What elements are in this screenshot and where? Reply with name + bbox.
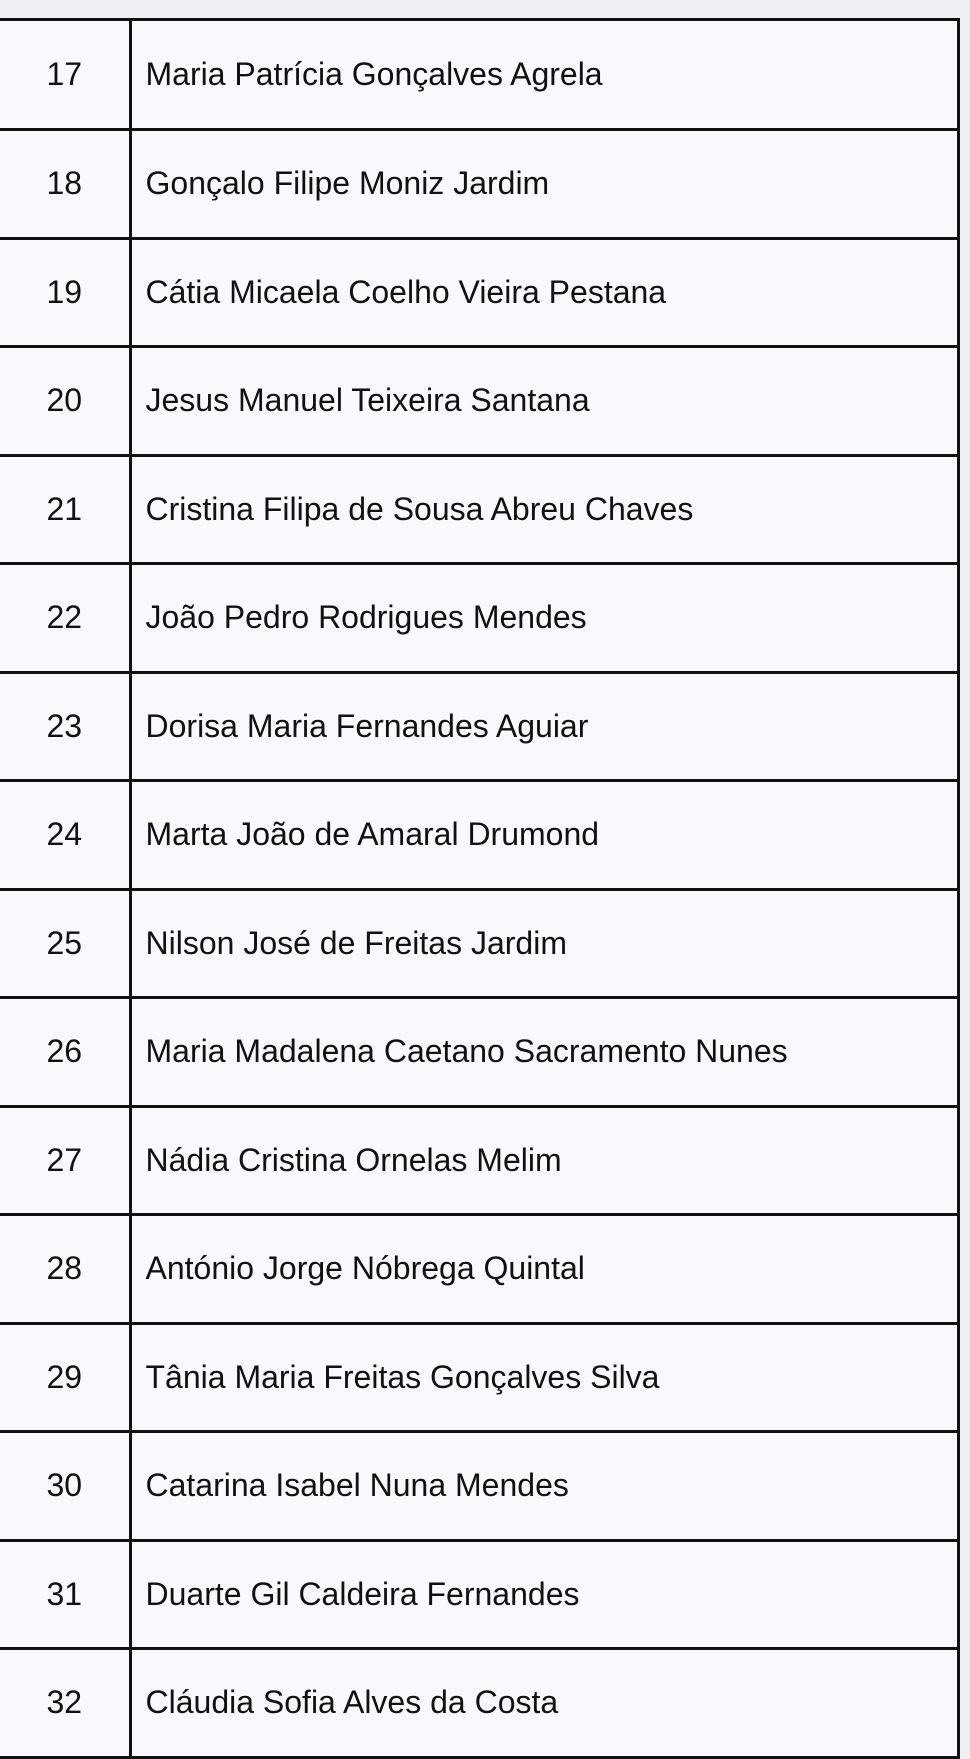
- row-name: Maria Madalena Caetano Sacramento Nunes: [130, 998, 957, 1107]
- row-number: 26: [0, 998, 130, 1107]
- row-number: 30: [0, 1432, 130, 1541]
- table-row: [0, 455, 957, 564]
- row-number: 19: [0, 238, 130, 347]
- table-row: [0, 781, 957, 890]
- row-name: Dorisa Maria Fernandes Aguiar: [130, 672, 957, 781]
- row-name: Maria Patrícia Gonçalves Agrela: [130, 21, 957, 130]
- table-row: [0, 998, 957, 1107]
- table-row: [0, 889, 957, 998]
- page-right-background: [960, 18, 970, 1748]
- row-number: 29: [0, 1323, 130, 1432]
- row-number: 21: [0, 455, 130, 564]
- row-number: 23: [0, 672, 130, 781]
- row-number: 20: [0, 347, 130, 456]
- row-number: 32: [0, 1649, 130, 1758]
- table-row: [0, 1540, 957, 1649]
- row-name: Tânia Maria Freitas Gonçalves Silva: [130, 1323, 957, 1432]
- table-row: [0, 130, 957, 239]
- table-row: [0, 21, 957, 130]
- row-name: Catarina Isabel Nuna Mendes: [130, 1432, 957, 1541]
- row-name: Nilson José de Freitas Jardim: [130, 889, 957, 998]
- row-name: Jesus Manuel Teixeira Santana: [130, 347, 957, 456]
- table-row: [0, 347, 957, 456]
- row-number: 28: [0, 1215, 130, 1324]
- page-top-background: [0, 0, 970, 18]
- table-body: [0, 21, 957, 1757]
- table-row: [0, 1432, 957, 1541]
- table-row: [0, 238, 957, 347]
- row-number: 27: [0, 1106, 130, 1215]
- row-name: Marta João de Amaral Drumond: [130, 781, 957, 890]
- table-row: [0, 1106, 957, 1215]
- row-name: Gonçalo Filipe Moniz Jardim: [130, 130, 957, 239]
- row-number: 25: [0, 889, 130, 998]
- row-name: Cristina Filipa de Sousa Abreu Chaves: [130, 455, 957, 564]
- row-name: João Pedro Rodrigues Mendes: [130, 564, 957, 673]
- row-name: Cátia Micaela Coelho Vieira Pestana: [130, 238, 957, 347]
- names-table-container: [0, 18, 960, 1759]
- row-number: 17: [0, 21, 130, 130]
- row-name: Cláudia Sofia Alves da Costa: [130, 1649, 957, 1758]
- row-name: Nádia Cristina Ornelas Melim: [130, 1106, 957, 1215]
- row-number: 24: [0, 781, 130, 890]
- row-number: 22: [0, 564, 130, 673]
- table-row: [0, 1649, 957, 1758]
- row-name: Duarte Gil Caldeira Fernandes: [130, 1540, 957, 1649]
- table-row: [0, 564, 957, 673]
- row-number: 31: [0, 1540, 130, 1649]
- names-table: [0, 21, 957, 1759]
- table-row: [0, 1215, 957, 1324]
- table-row: [0, 1323, 957, 1432]
- table-row: [0, 672, 957, 781]
- row-name: António Jorge Nóbrega Quintal: [130, 1215, 957, 1324]
- row-number: 18: [0, 130, 130, 239]
